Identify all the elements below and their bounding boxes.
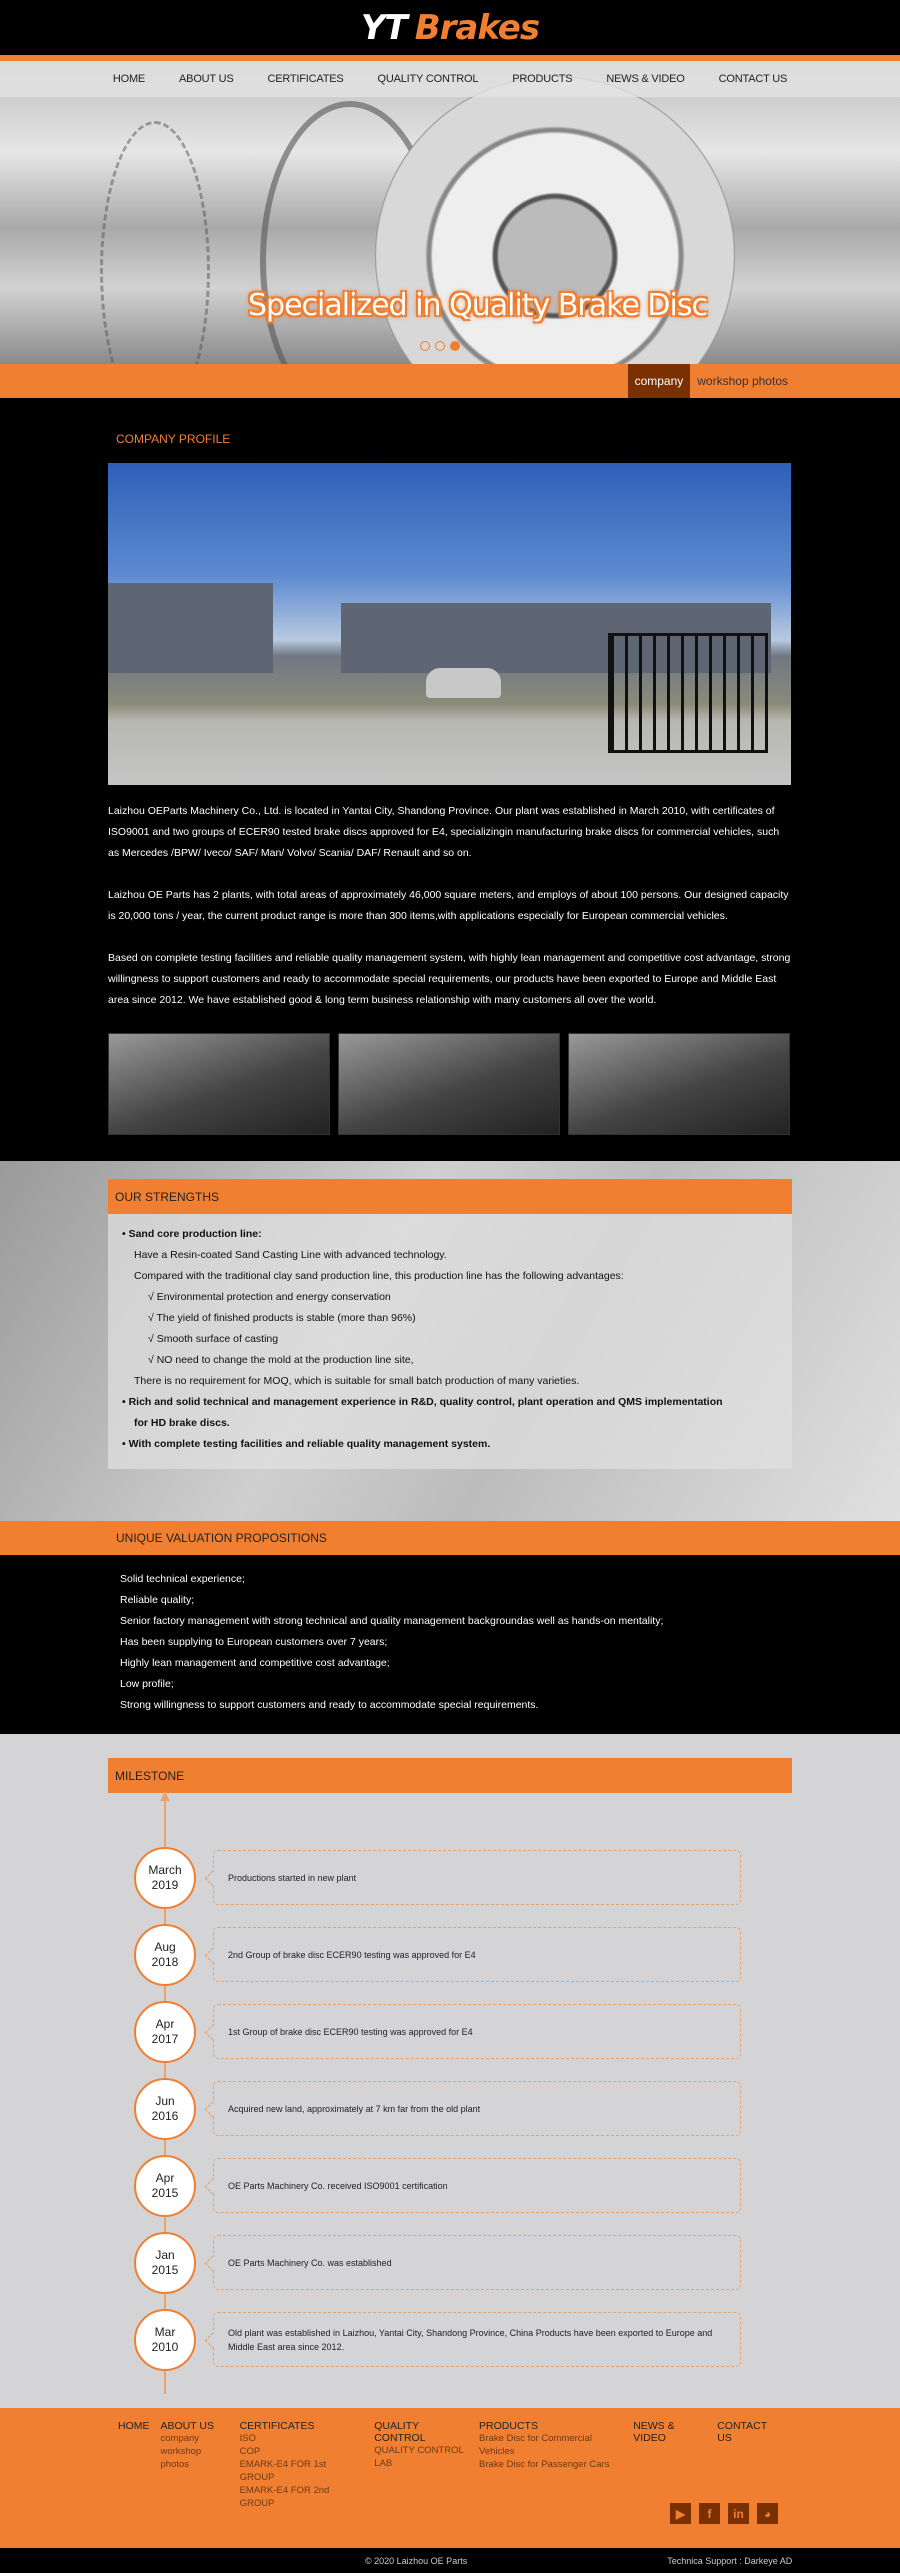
footer-passenger[interactable]: Brake Disc for Passenger Cars [479,2459,610,2470]
nav-news-video[interactable]: NEWS & VIDEO [606,73,685,85]
linkedin-icon[interactable]: in [728,2503,749,2524]
milestone-section [0,1734,900,2408]
social-links [670,2503,778,2524]
section-title: OUR STRENGTHS [108,1179,792,1214]
nav-products[interactable]: PRODUCTS [512,73,573,85]
profile-paragraph: Based on complete testing facilities and reliable quality management system, with highly lean management and competitive cost advantage, strong willingness to support customers and ready to accommodate special requirements, our products have been exported to Europe and Middle East area since 2012. We have established good & long term business relationship with many customers all over the world. [108,952,791,1006]
footer-commercial[interactable]: Brake Disc for Commercial Vehicles [479,2433,593,2457]
footer-company[interactable]: company [160,2433,200,2444]
footer-links [118,2420,792,2510]
nav-contact-us[interactable]: CONTACT US [718,73,788,85]
subnav-workshop-photos[interactable]: workshop photos [697,374,788,388]
footer-qc[interactable]: QUALITY CONTROL [374,2445,464,2456]
milestone-item: Apr 2017 1st Group of brake disc ECER90 testing was approved for E4 [108,1993,792,2070]
workshop-photo[interactable] [108,1033,330,1135]
footer-about-us[interactable]: ABOUT US [160,2420,214,2432]
profile-paragraph: Laizhou OEParts Machinery Co., Ltd. is located in Yantai City, Shandong Province. Our plant was established in March 2010, with certificates of ISO9001 and two groups of ECER90 tested brake discs approved for E4, specializingin manufacturing brake discs for commercial vehicles, such as Mercedes /BPW/ Iveco/ SAF/ Man/ Volvo/ Scania/ DAF/ Renault and so on. [108,805,780,859]
wechat-icon[interactable]: ◕ [757,2503,778,2524]
date-badge: Apr 2017 [134,2001,196,2063]
tech-support: Technica Support : Darkeye AD [667,2555,793,2566]
uvp-section: Solid technical experience; Reliable quality; Senior factory management with strong technical and quality management backgroundas well as hands-on mentality; Has been supplying to European customers over 7 years; Highly lean management and competitive cost advantage; Low profile; Strong willingness to support customers and ready to accommodate special requirements. [0,1555,900,1734]
date-badge: Mar 2010 [134,2309,196,2371]
footer-iso[interactable]: ISO [239,2433,256,2444]
section-title: UNIQUE VALUATION PROPOSITIONS [0,1521,900,1555]
milestone-item: Apr 2015 OE Parts Machinery Co. received ISO9001 certification [108,2147,792,2224]
timeline [108,1793,792,2378]
hero-title: Specialized in Quality Brake Disc [248,288,707,323]
nav-about-us[interactable]: ABOUT US [179,73,234,85]
footer-emark-1[interactable]: EMARK-E4 FOR 1st GROUP [239,2459,327,2483]
bottom-bar [0,2548,900,2573]
sub-nav [0,364,900,398]
arrow-up-icon [160,1791,170,1801]
footer-workshop-photos[interactable]: workshop photos [160,2446,202,2470]
footer-emark-2[interactable]: EMARK-E4 FOR 2nd GROUP [239,2485,330,2509]
nav-quality-control[interactable]: QUALITY CONTROL [377,73,479,85]
milestone-item: March 2019 Productions started in new plant [108,1839,792,1916]
workshop-photo[interactable] [338,1033,560,1135]
subnav-company[interactable]: company [628,364,691,398]
strengths-section [0,1161,900,1521]
date-badge: Apr 2015 [134,2155,196,2217]
copyright: © 2020 Laizhou OE Parts [365,2555,468,2566]
date-badge: Aug 2018 [134,1924,196,1986]
milestone-item: Mar 2010 Old plant was established in Laizhou, Yantai City, Shandong Province, China Products have been exported to Europe and Middle East area since 2012. [108,2301,792,2378]
logo[interactable]: YT Brakes [360,7,540,48]
date-badge: Jan 2015 [134,2232,196,2294]
gear-drawing-image [100,121,210,364]
footer-news-video[interactable]: NEWS & VIDEO [633,2420,675,2444]
nav-certificates[interactable]: CERTIFICATES [267,73,344,85]
date-badge: Jun 2016 [134,2078,196,2140]
main-nav [0,61,900,97]
slide-dot-3[interactable] [450,341,460,351]
footer-lab[interactable]: LAB [374,2458,393,2469]
slide-dot-1[interactable] [420,341,430,351]
date-badge: March 2019 [134,1847,196,1909]
footer-contact-us[interactable]: CONTACT US [717,2420,767,2444]
slider-dots [420,341,460,351]
plant-photo [108,463,791,785]
hero-banner [0,61,900,364]
youtube-icon[interactable]: ▶ [670,2503,691,2524]
section-title: MILESTONE [108,1758,792,1793]
milestone-item: Jan 2015 OE Parts Machinery Co. was established [108,2224,792,2301]
workshop-photo[interactable] [568,1033,790,1135]
strengths-list: • Sand core production line: Have a Resin-coated Sand Casting Line with advanced technology. Compared with the traditional clay sand production line, this production line has the following advantages: √ Environmental protection and energy conservation √ The yield of finished products is stable (more than 96%) √ Smooth surface of casting √ NO need to change the mold at the production line site, There is no requirement for MOQ, which is suitable for small batch production of many varieties. • Rich and solid technical and management experience in R&D, quality control, plant operation and QMS implementation for HD brake discs. • With complete testing facilities and reliable quality management system. [108,1214,792,1469]
nav-home[interactable]: HOME [112,73,146,85]
footer-products[interactable]: PRODUCTS [479,2420,538,2432]
footer-quality-control[interactable]: QUALITY CONTROL [374,2420,426,2444]
site-footer [0,2408,900,2548]
milestone-item: Jun 2016 Acquired new land, approximately at 7 km far from the old plant [108,2070,792,2147]
slide-dot-2[interactable] [435,341,445,351]
facebook-icon[interactable]: f [699,2503,720,2524]
milestone-item: Aug 2018 2nd Group of brake disc ECER90 testing was approved for E4 [108,1916,792,1993]
footer-cop[interactable]: COP [239,2446,261,2457]
workshop-thumbnails [108,1033,792,1135]
site-header [0,0,900,55]
footer-home[interactable]: HOME [118,2420,150,2432]
profile-paragraph: Laizhou OE Parts has 2 plants, with total areas of approximately 46,000 square meters, and employs of about 100 persons. Our designed capacity is 20,000 tons / year, the current product range is more than 300 items,with applications especially for European commercial vehicles. [108,889,789,922]
section-title: COMPANY PROFILE [116,432,231,446]
company-profile-section [0,398,900,1161]
footer-certificates[interactable]: CERTIFICATES [239,2420,315,2432]
